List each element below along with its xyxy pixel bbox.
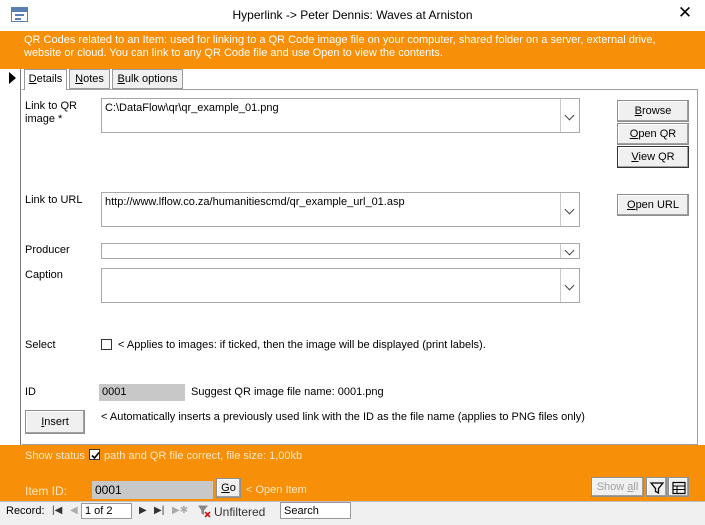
tab-notes[interactable]: Notes bbox=[69, 69, 110, 89]
filter-cleared-icon[interactable] bbox=[197, 504, 211, 521]
url-link-value: http://www.lflow.co.za/humanitiescmd/qr_example_url_01.asp bbox=[105, 196, 405, 208]
url-link-field[interactable] bbox=[101, 192, 580, 227]
check-icon bbox=[90, 450, 101, 461]
next-record-icon[interactable]: ▶ bbox=[139, 505, 147, 516]
item-id-field[interactable]: 0001 bbox=[92, 481, 213, 499]
record-position-field[interactable]: 1 of 2 bbox=[81, 503, 132, 519]
id-label: ID bbox=[25, 386, 36, 398]
window-title: Hyperlink -> Peter Dennis: Waves at Arniston bbox=[232, 8, 473, 22]
header-description: QR Codes related to an Item: used for linking to a QR Code image file on your computer, shared folder on a server, external drive, website or cloud. You can link to any QR Code file and use Open to view the contents. bbox=[24, 34, 656, 59]
view-qr-button[interactable]: View QR bbox=[617, 146, 689, 168]
go-button[interactable]: Go bbox=[216, 478, 241, 498]
tab-bulk-options[interactable]: Bulk options bbox=[112, 69, 183, 89]
qr-link-dropdown-icon[interactable] bbox=[560, 99, 579, 132]
filter-status: Unfiltered bbox=[214, 505, 266, 519]
qr-link-label: Link to QR image * bbox=[25, 100, 77, 125]
select-checkbox[interactable] bbox=[101, 339, 112, 350]
caption-label: Caption bbox=[25, 269, 63, 281]
show-status-checkbox[interactable] bbox=[89, 449, 100, 460]
tab-details[interactable]: Details bbox=[24, 69, 67, 90]
id-suggestion: Suggest QR image file name: 0001.png bbox=[191, 386, 384, 398]
item-id-label: Item ID: bbox=[25, 484, 68, 498]
close-button[interactable]: ✕ bbox=[677, 3, 693, 22]
producer-label: Producer bbox=[25, 244, 70, 256]
search-box[interactable]: Search bbox=[280, 502, 351, 519]
id-field[interactable]: 0001 bbox=[99, 384, 185, 401]
show-all-button[interactable]: Show all bbox=[591, 477, 644, 497]
producer-combo[interactable] bbox=[101, 243, 580, 259]
new-record-icon[interactable]: ▶✱ bbox=[172, 505, 189, 516]
last-record-icon[interactable]: ▶| bbox=[154, 505, 165, 516]
open-url-button[interactable]: Open URL bbox=[617, 194, 689, 216]
record-label: Record: bbox=[6, 505, 45, 517]
current-record-arrow-icon bbox=[9, 72, 16, 84]
select-label: Select bbox=[25, 339, 56, 351]
first-record-icon[interactable]: |◀ bbox=[52, 505, 63, 516]
datasheet-view-button[interactable] bbox=[668, 477, 689, 497]
open-item-note: < Open Item bbox=[246, 484, 307, 496]
filter-button[interactable] bbox=[646, 477, 667, 497]
qr-link-field[interactable] bbox=[101, 98, 580, 133]
browse-button[interactable]: Browse bbox=[617, 100, 689, 122]
table-icon bbox=[672, 481, 686, 495]
url-link-dropdown-icon[interactable] bbox=[560, 193, 579, 226]
select-note: < Applies to images: if ticked, then the image will be displayed (print labels). bbox=[118, 339, 486, 351]
record-selector[interactable] bbox=[0, 69, 21, 445]
caption-dropdown-icon[interactable] bbox=[560, 269, 579, 302]
funnel-icon bbox=[650, 481, 664, 495]
qr-link-value: C:\DataFlow\qr\qr_example_01.png bbox=[105, 102, 279, 114]
open-qr-button[interactable]: Open QR bbox=[617, 123, 689, 145]
caption-field[interactable] bbox=[101, 268, 580, 303]
show-status-label: Show status bbox=[25, 450, 85, 462]
insert-note: < Automatically inserts a previously used link with the ID as the file name (applies to PNG files only) bbox=[101, 411, 585, 423]
insert-button[interactable]: Insert bbox=[25, 410, 85, 434]
producer-dropdown-icon[interactable] bbox=[560, 244, 579, 258]
status-text: path and QR file correct, file size: 1,00kb bbox=[104, 450, 303, 462]
url-link-label: Link to URL bbox=[25, 194, 83, 206]
previous-record-icon[interactable]: ◀ bbox=[70, 505, 78, 516]
